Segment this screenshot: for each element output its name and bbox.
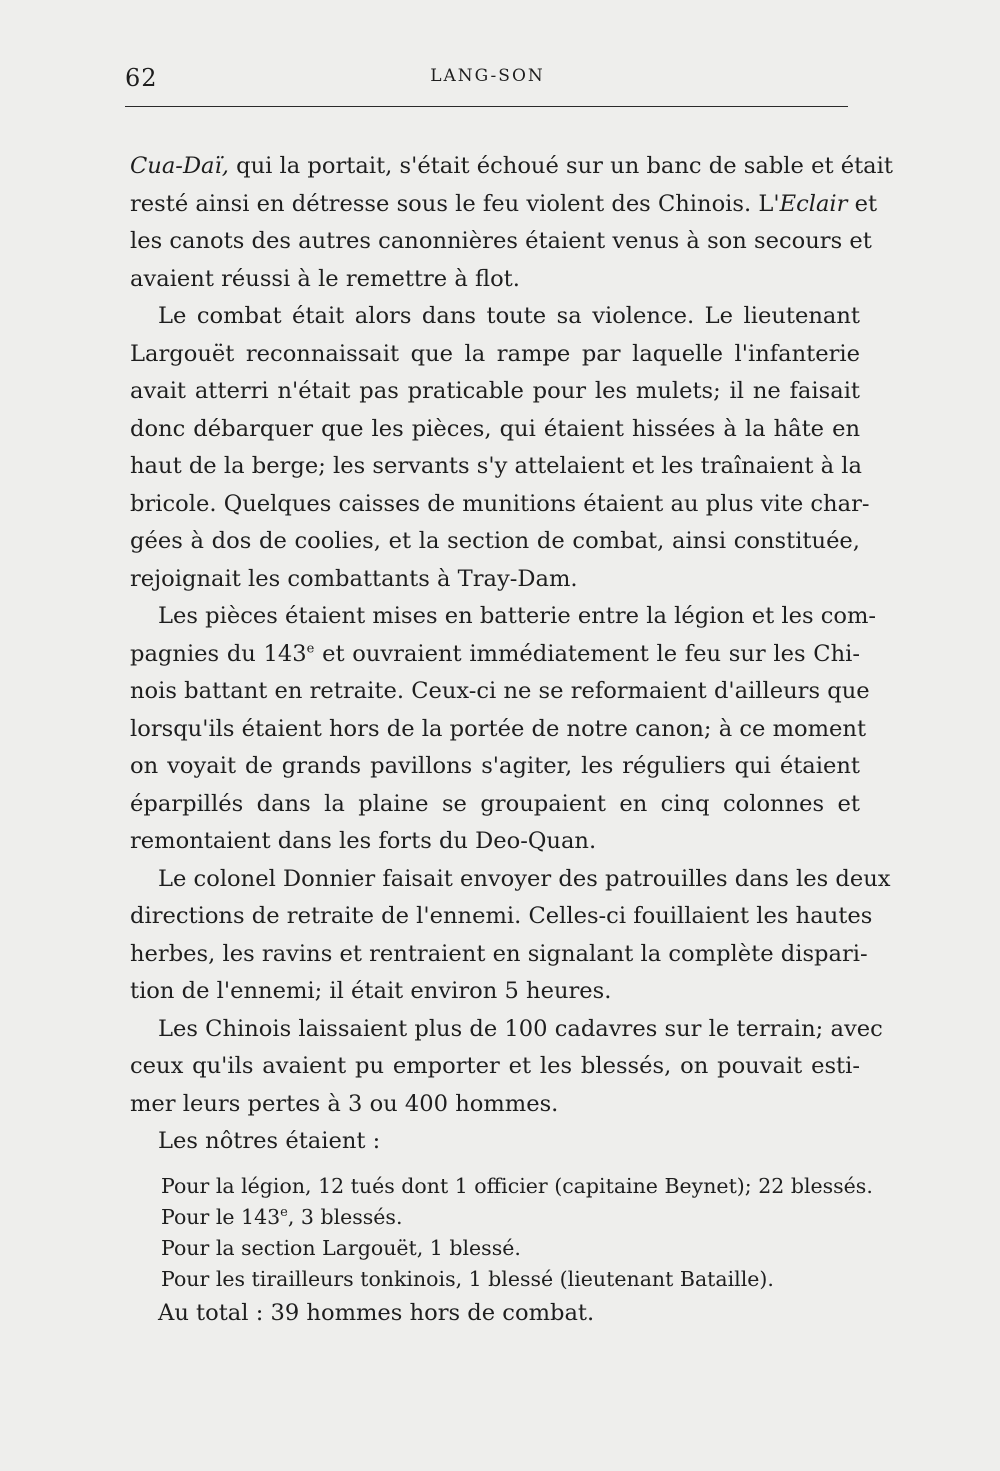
running-header: [125, 64, 850, 104]
paragraph-6: [130, 1123, 860, 1161]
text-line: on voyait de grands pavillons s'agiter, les réguliers qui étaient: [130, 753, 860, 779]
text-line: nois battant en retraite. Ceux-ci ne se reformaient d'ailleurs que: [130, 678, 870, 704]
list-item: Pour le 143e, 3 blessés.: [161, 1204, 403, 1229]
text-line: avait atterri n'était pas praticable pour les mulets; il ne faisait: [130, 378, 860, 404]
text-line: herbes, les ravins et rentraient en signalant la complète dispari-: [130, 940, 868, 967]
text-line: tion de l'ennemi; il était environ 5 heures.: [130, 978, 612, 1004]
text-line: avaient réussi à le remettre à flot.: [130, 265, 520, 292]
text-line: pagnies du 143e et ouvraient immédiatement le feu sur les Chi-: [130, 640, 860, 667]
ordinal-suffix: e: [280, 1204, 288, 1220]
text-line: rejoignait les combattants à Tray-Dam.: [130, 565, 578, 592]
text-line: Au total : 39 hommes hors de combat.: [158, 1299, 595, 1326]
paragraph-4: [130, 861, 891, 1011]
page-number: 62: [125, 64, 158, 92]
italic-ship-name: Eclair: [779, 190, 848, 217]
text-line: les canots des autres canonnières étaient venus à son secours et: [130, 228, 872, 254]
text-line: remontaient dans les forts du Deo-Quan.: [130, 828, 597, 854]
text-line: éparpillés dans la plaine se groupaient en cinq colonnes et: [130, 790, 860, 817]
text-line: donc débarquer que les pièces, qui étaient hissées à la hâte en: [130, 415, 860, 442]
italic-ship-name: Cua-Daï,: [130, 153, 229, 179]
text-line: Le combat était alors dans toute sa violence. Le lieutenant: [158, 303, 860, 329]
text-line: Les pièces étaient mises en batterie entre la légion et les com-: [158, 603, 877, 629]
text-line: Les Chinois laissaient plus de 100 cadavres sur le terrain; avec: [158, 1015, 883, 1042]
text-line: bricole. Quelques caisses de munitions étaient au plus vite char-: [130, 490, 870, 517]
page-body: [130, 148, 893, 1332]
paragraph-3: [130, 598, 877, 861]
paragraph-5: [130, 1011, 883, 1124]
text-line: mer leurs pertes à 3 ou 400 hommes.: [130, 1090, 559, 1117]
text-line: Largouët reconnaissait que la rampe par laquelle l'infanterie: [130, 340, 860, 367]
text-line: Les nôtres étaient :: [158, 1128, 381, 1154]
paragraph-2: [130, 298, 870, 598]
paragraph-total: [130, 1295, 860, 1333]
text-line: resté ainsi en détresse sous le feu violent des Chinois. L'Eclair et: [130, 190, 878, 217]
text-line: lorsqu'ils étaient hors de la portée de notre canon; à ce moment: [130, 715, 867, 742]
text-line: Le colonel Donnier faisait envoyer des patrouilles dans les deux: [158, 865, 891, 892]
text-line: haut de la berge; les servants s'y attelaient et les traînaient à la: [130, 453, 862, 479]
text-line: ceux qu'ils avaient pu emporter et les blessés, on pouvait esti-: [130, 1053, 860, 1079]
ordinal-suffix: e: [306, 640, 315, 656]
paragraph-1: [130, 148, 893, 298]
list-item: Pour les tirailleurs tonkinois, 1 blessé (lieutenant Bataille).: [161, 1266, 774, 1291]
text-line: gées à dos de coolies, et la section de combat, ainsi constituée,: [130, 528, 860, 554]
header-rule: [125, 106, 848, 107]
running-title: LANG-SON: [430, 66, 545, 86]
losses-list: [130, 1171, 873, 1295]
text-line: directions de retraite de l'ennemi. Celles-ci fouillaient les hautes: [130, 903, 873, 929]
list-item: Pour la légion, 12 tués dont 1 officier (capitaine Beynet); 22 blessés.: [161, 1173, 873, 1198]
list-item: Pour la section Largouët, 1 blessé.: [161, 1235, 521, 1260]
text-line: Cua-Daï, qui la portait, s'était échoué sur un banc de sable et était: [130, 153, 893, 179]
